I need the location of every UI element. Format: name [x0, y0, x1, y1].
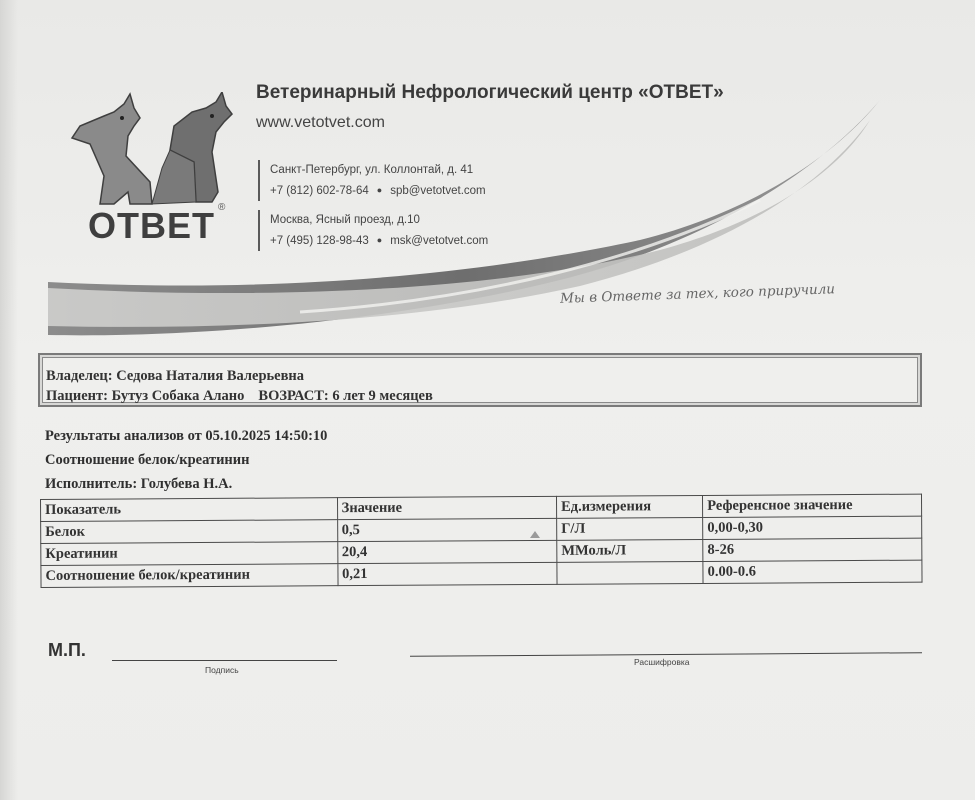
msk-phone: +7 (495) 128-98-43 [270, 235, 369, 247]
slogan: Мы в Ответе за тех, кого приручили [559, 281, 836, 307]
test-name-line: Соотношение белок/креатинин [45, 452, 250, 468]
cell-unit [557, 561, 703, 584]
signature-line [112, 660, 337, 661]
signature-caption: Подпись [205, 665, 239, 675]
table-row [41, 560, 922, 587]
registered-mark: ® [218, 202, 226, 213]
patient-age: ВОЗРАСТ: 6 лет 9 месяцев [258, 388, 433, 404]
header-value: Значение [337, 496, 557, 519]
cell-unit: ММоль/Л [557, 539, 703, 562]
header-swoosh-decoration [0, 90, 975, 350]
logo-wordmark: ОТВЕТ [88, 205, 215, 246]
cell-unit: Г/Л [557, 517, 703, 540]
cell-reference: 0.00-0.6 [703, 560, 922, 583]
cell-reference: 0,00-0,30 [703, 516, 922, 539]
results-date-line: Результаты анализов от 05.10.2025 14:50:10 [45, 428, 328, 444]
bullet-icon: ● [376, 235, 383, 245]
header-reference: Референсное значение [703, 494, 922, 517]
decoding-caption: Расшифровка [634, 657, 690, 667]
owner-line: Владелец: Седова Наталия Валерьевна [46, 368, 305, 384]
cell-reference: 8-26 [703, 538, 922, 561]
spb-phone: +7 (812) 602-78-64 [270, 185, 369, 197]
results-table [40, 494, 923, 588]
msk-address: Москва, Ясный проезд, д.10 [270, 214, 420, 226]
org-website: www.vetotvet.com [256, 114, 385, 131]
cell-indicator: Белок [41, 520, 338, 544]
spb-address: Санкт-Петербург, ул. Коллонтай, д. 41 [270, 164, 474, 176]
cell-value: 20,4 [337, 540, 557, 563]
msk-email: msk@vetotvet.com [390, 235, 489, 247]
cell-value: 0,5 [337, 518, 557, 541]
org-name: Ветеринарный Нефрологический центр «ОТВЕТ» [256, 82, 724, 103]
spb-email: spb@vetotvet.com [390, 185, 486, 197]
header-indicator: Показатель [41, 498, 338, 522]
bullet-icon: ● [376, 185, 383, 195]
scan-mark-icon [529, 530, 541, 540]
cell-indicator: Креатинин [41, 542, 338, 566]
cell-indicator: Соотношение белок/креатинин [41, 564, 338, 588]
stamp-label: М.П. [48, 640, 86, 660]
patient-name: Пациент: Бутуз Собака Алано [46, 388, 245, 404]
cell-value: 0,21 [337, 562, 557, 585]
header-unit: Ед.измерения [556, 495, 702, 518]
performer-line: Исполнитель: Голубева Н.А. [45, 476, 233, 492]
patient-line [46, 388, 433, 405]
